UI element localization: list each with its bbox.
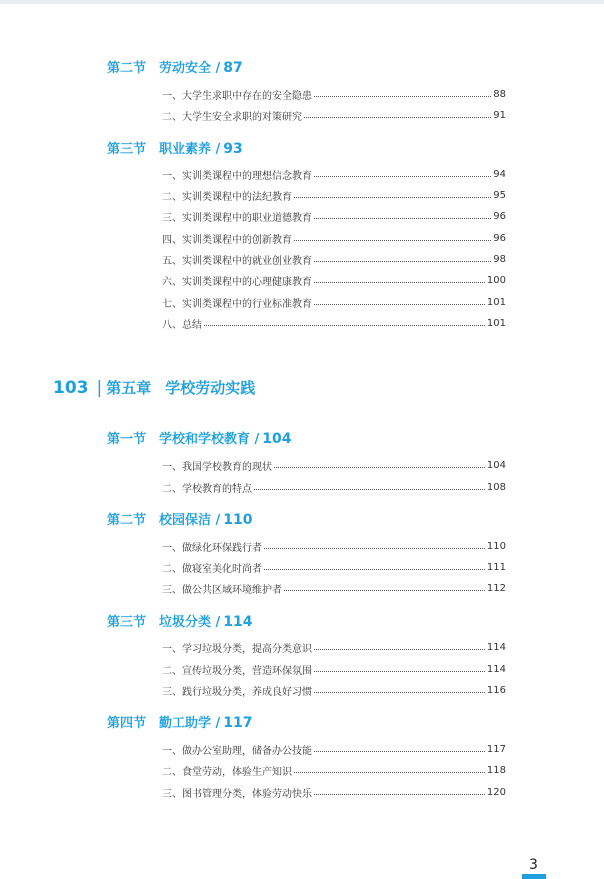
section-number: 第三节 — [107, 615, 147, 630]
chapter-heading[interactable] — [53, 377, 255, 398]
toc-entry[interactable] — [162, 784, 506, 800]
toc-entry[interactable] — [162, 86, 506, 102]
leader-dots — [294, 239, 491, 241]
toc-entry[interactable] — [162, 272, 506, 288]
toc-entry[interactable] — [162, 682, 506, 698]
section-title: 职业素养 / — [159, 142, 221, 157]
leader-dots — [314, 670, 485, 672]
toc-entry-page: 100 — [486, 274, 506, 286]
leader-dots — [264, 547, 485, 549]
toc-entry-text: 一、实训类课程中的理想信念教育 — [162, 170, 312, 182]
section-heading-professional[interactable] — [107, 138, 243, 157]
leader-dots — [314, 175, 491, 177]
toc-entry-page: 110 — [486, 540, 506, 552]
toc-entry[interactable] — [162, 457, 506, 473]
leader-dots — [314, 260, 491, 262]
toc-entry[interactable] — [162, 661, 506, 677]
toc-entry-text: 一、大学生求职中存在的安全隐患 — [162, 90, 312, 102]
leader-dots — [204, 324, 485, 326]
section-title: 勤工助学 / — [159, 716, 221, 731]
toc-entry-text: 三、践行垃圾分类，养成良好习惯 — [162, 686, 312, 698]
toc-entry-page: 118 — [486, 764, 506, 776]
leader-dots — [304, 116, 491, 118]
toc-entry-text: 六、实训类课程中的心理健康教育 — [162, 276, 312, 288]
toc-entry-page: 95 — [493, 189, 506, 201]
chapter-number: 第五章 — [106, 379, 152, 397]
chapter-title: 学校劳动实践 — [165, 379, 256, 397]
toc-entry-text: 二、食堂劳动，体验生产知识 — [162, 766, 292, 778]
toc-entry-page: 111 — [486, 561, 506, 573]
leader-dots — [264, 568, 485, 570]
toc-entry[interactable] — [162, 479, 506, 495]
section-number: 第二节 — [107, 61, 147, 76]
section-page: 87 — [223, 60, 243, 76]
toc-entry[interactable] — [162, 639, 506, 655]
toc-entry-page: 114 — [486, 663, 506, 675]
toc-entry[interactable] — [162, 559, 506, 575]
leader-dots — [314, 303, 485, 305]
section-heading-labor-safety[interactable] — [107, 57, 243, 76]
section-title: 校园保洁 / — [159, 513, 221, 528]
section-page: 117 — [223, 715, 253, 731]
toc-entry-text: 一、做办公室助理，储备办公技能 — [162, 745, 312, 757]
section-heading-school-education[interactable] — [107, 428, 292, 447]
toc-entry-text: 三、实训类课程中的职业道德教育 — [162, 212, 312, 224]
toc-entry-text: 二、宣传垃圾分类，营造环保氛围 — [162, 665, 312, 677]
toc-entry[interactable] — [162, 166, 506, 182]
toc-entry-text: 一、我国学校教育的现状 — [162, 461, 272, 473]
toc-entry-text: 二、大学生安全求职的对策研究 — [162, 111, 302, 123]
toc-entry[interactable] — [162, 315, 506, 331]
page-number-bar — [522, 874, 546, 879]
toc-entry[interactable] — [162, 107, 506, 123]
chapter-page-number: 103 — [53, 378, 89, 398]
toc-entry-text: 七、实训类课程中的行业标准教育 — [162, 298, 312, 310]
section-page: 114 — [223, 614, 253, 630]
section-heading-work-study[interactable] — [107, 712, 253, 731]
section-number: 第二节 — [107, 513, 147, 528]
leader-dots — [314, 217, 491, 219]
toc-entry[interactable] — [162, 580, 506, 596]
toc-entry[interactable] — [162, 762, 506, 778]
toc-entry-text: 五、实训类课程中的就业创业教育 — [162, 255, 312, 267]
toc-entry[interactable] — [162, 741, 506, 757]
section-heading-campus-cleaning[interactable] — [107, 509, 253, 528]
leader-dots — [314, 95, 491, 97]
chapter-divider: | — [96, 378, 103, 398]
toc-entry-page: 91 — [493, 109, 506, 121]
toc-entry-page: 112 — [486, 582, 506, 594]
toc-entry[interactable] — [162, 294, 506, 310]
toc-entry-page: 98 — [493, 253, 506, 265]
leader-dots — [314, 281, 485, 283]
leader-dots — [274, 466, 485, 468]
toc-entry-page: 108 — [486, 481, 506, 493]
leader-dots — [314, 691, 485, 693]
toc-entry-page: 114 — [486, 641, 506, 653]
toc-entry-page: 117 — [486, 743, 506, 755]
toc-entry-text: 二、实训类课程中的法纪教育 — [162, 191, 292, 203]
leader-dots — [284, 589, 485, 591]
toc-entry-text: 八、总结 — [162, 319, 202, 331]
leader-dots — [294, 771, 485, 773]
section-title: 学校和学校教育 / — [159, 432, 260, 447]
section-page: 110 — [223, 512, 253, 528]
section-page: 104 — [262, 431, 292, 447]
leader-dots — [294, 196, 491, 198]
toc-entry-page: 96 — [493, 232, 506, 244]
section-number: 第三节 — [107, 142, 147, 157]
toc-entry[interactable] — [162, 538, 506, 554]
toc-entry-page: 101 — [486, 296, 506, 308]
top-strip — [0, 0, 604, 4]
toc-entry-page: 116 — [486, 684, 506, 696]
section-number: 第四节 — [107, 716, 147, 731]
toc-entry[interactable] — [162, 251, 506, 267]
leader-dots — [254, 488, 485, 490]
toc-entry-page: 94 — [493, 168, 506, 180]
leader-dots — [314, 648, 485, 650]
toc-entry-page: 104 — [486, 459, 506, 471]
toc-entry-text: 三、做公共区域环境维护者 — [162, 584, 282, 596]
toc-entry-text: 二、做寝室美化时尚者 — [162, 563, 262, 575]
section-number: 第一节 — [107, 432, 147, 447]
toc-entry[interactable] — [162, 187, 506, 203]
toc-entry-page: 88 — [493, 88, 506, 100]
leader-dots — [314, 793, 485, 795]
section-page: 93 — [223, 141, 243, 157]
toc-entry[interactable] — [162, 208, 506, 224]
toc-entry-page: 101 — [486, 317, 506, 329]
section-title: 劳动安全 / — [159, 61, 221, 76]
toc-entry-text: 四、实训类课程中的创新教育 — [162, 234, 292, 246]
toc-entry-text: 一、做绿化环保践行者 — [162, 542, 262, 554]
leader-dots — [314, 750, 485, 752]
section-title: 垃圾分类 / — [159, 615, 221, 630]
toc-entry[interactable] — [162, 230, 506, 246]
toc-entry-text: 一、学习垃圾分类，提高分类意识 — [162, 643, 312, 655]
page-number: 3 — [529, 857, 538, 873]
toc-entry-text: 三、图书管理分类，体验劳动快乐 — [162, 788, 312, 800]
toc-entry-page: 120 — [486, 786, 506, 798]
toc-entry-text: 二、学校教育的特点 — [162, 483, 252, 495]
toc-entry-page: 96 — [493, 210, 506, 222]
section-heading-garbage-sorting[interactable] — [107, 611, 253, 630]
